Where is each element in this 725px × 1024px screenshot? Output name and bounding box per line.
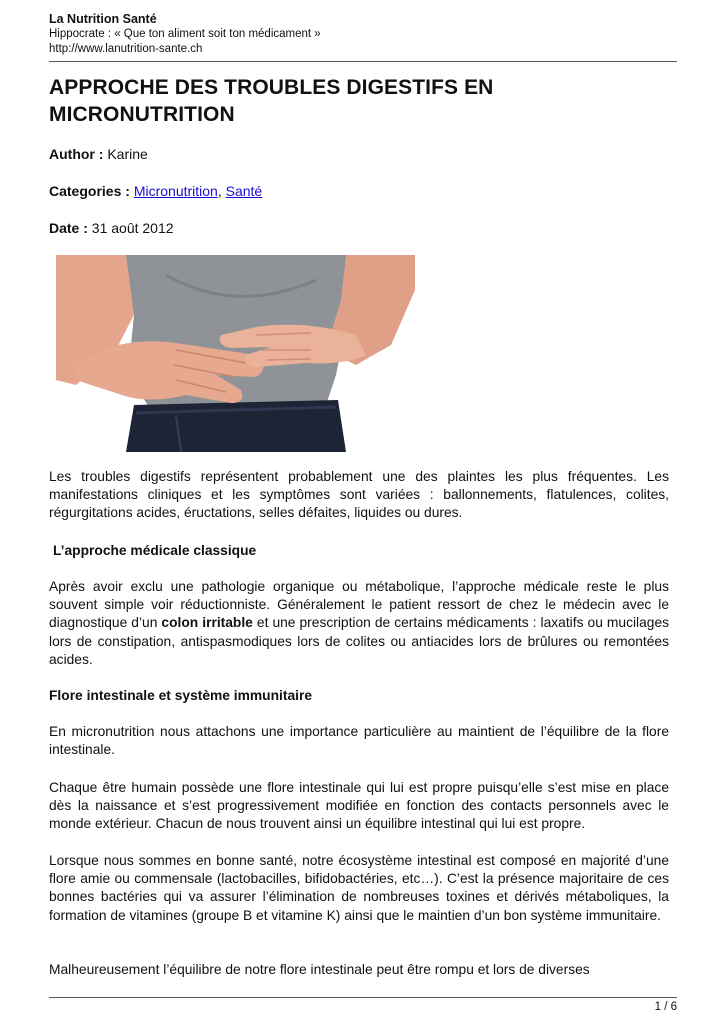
site-name: La Nutrition Santé bbox=[49, 12, 157, 26]
colon-irritable-term: colon irritable bbox=[161, 615, 253, 631]
section-heading-classic-approach: L’approche médicale classique bbox=[53, 543, 257, 558]
flora-paragraph-3: Lorsque nous sommes en bonne santé, notre écosystème intestinal est composé en majorité d’une flore amie ou commensale (lactobacilles, bifidobactéries, etc…). C’est la présence majoritaire de ces bonnes bactéries qui va assurer l’élimination de nombreuses toxines et dérivés métaboliques, la formation de vitamines (groupe B et vitamine K) ainsi que le maintien d’un bon système immunitaire. bbox=[49, 853, 669, 923]
classic-approach-paragraph bbox=[49, 578, 669, 669]
site-tagline: Hippocrate : « Que ton aliment soit ton médicament » bbox=[49, 28, 321, 40]
author-line bbox=[49, 145, 148, 163]
classic-approach-text-end: et une prescription de certains médicaments : laxatifs ou mucilages lors de constipation, antispasmodiques lors de colites ou antiacides lors de brûlures ou remontées acides. bbox=[49, 615, 670, 667]
date-value: 31 août 2012 bbox=[91, 220, 174, 236]
category-separator: , bbox=[217, 183, 222, 199]
article-title: APPROCHE DES TROUBLES DIGESTIFS EN MICRONUTRITION bbox=[49, 76, 494, 126]
classic-approach-text-start: Après avoir exclu une pathologie organique ou métabolique, l’approche médicale reste le plus souvent simple voir réductionniste. Généralement le patient ressort de chez le médecin avec le diagnostique d’un bbox=[49, 579, 669, 631]
date-label: Date : bbox=[49, 220, 88, 236]
page-header bbox=[49, 12, 677, 57]
flora-paragraph-2: Chaque être humain possède une flore intestinale qui lui est propre puisqu’elle s’est mise en place dès la naissance et s’est progressivement modifiée en fonction des contacts personnels avec le monde extérieur. Chacun de nous trouvent ainsi un équilibre intestinal qui lui est propre. bbox=[49, 780, 669, 832]
category-link-sante[interactable]: Santé bbox=[225, 183, 263, 199]
author-label: Author : bbox=[49, 146, 104, 162]
site-url: http://www.lanutrition-sante.ch bbox=[49, 43, 203, 55]
author-name: Karine bbox=[107, 146, 148, 162]
article-photo bbox=[56, 255, 415, 452]
section-heading-flora: Flore intestinale et système immunitaire bbox=[49, 688, 312, 703]
category-link-micronutrition[interactable]: Micronutrition bbox=[133, 183, 218, 199]
categories-label: Categories : bbox=[49, 183, 130, 199]
flora-paragraph-1: En micronutrition nous attachons une importance particulière au maintient de l’équilibre de la flore intestinale. bbox=[49, 724, 669, 758]
intro-paragraph: Les troubles digestifs représentent probablement une des plaintes les plus fréquentes. Les manifestations cliniques et les symptômes sont variées : ballonnements, flatulences, colites, régurgitations acides, éructations, selles défaites, liquides ou dures. bbox=[49, 469, 669, 521]
categories-line bbox=[49, 182, 262, 200]
flora-paragraph-4: Malheureusement l’équilibre de notre flore intestinale peut être rompu et lors de diverses bbox=[49, 962, 590, 977]
header-divider bbox=[49, 61, 677, 62]
date-line bbox=[49, 219, 174, 237]
footer-divider bbox=[49, 997, 677, 998]
page-number: 1 / 6 bbox=[654, 1001, 677, 1013]
